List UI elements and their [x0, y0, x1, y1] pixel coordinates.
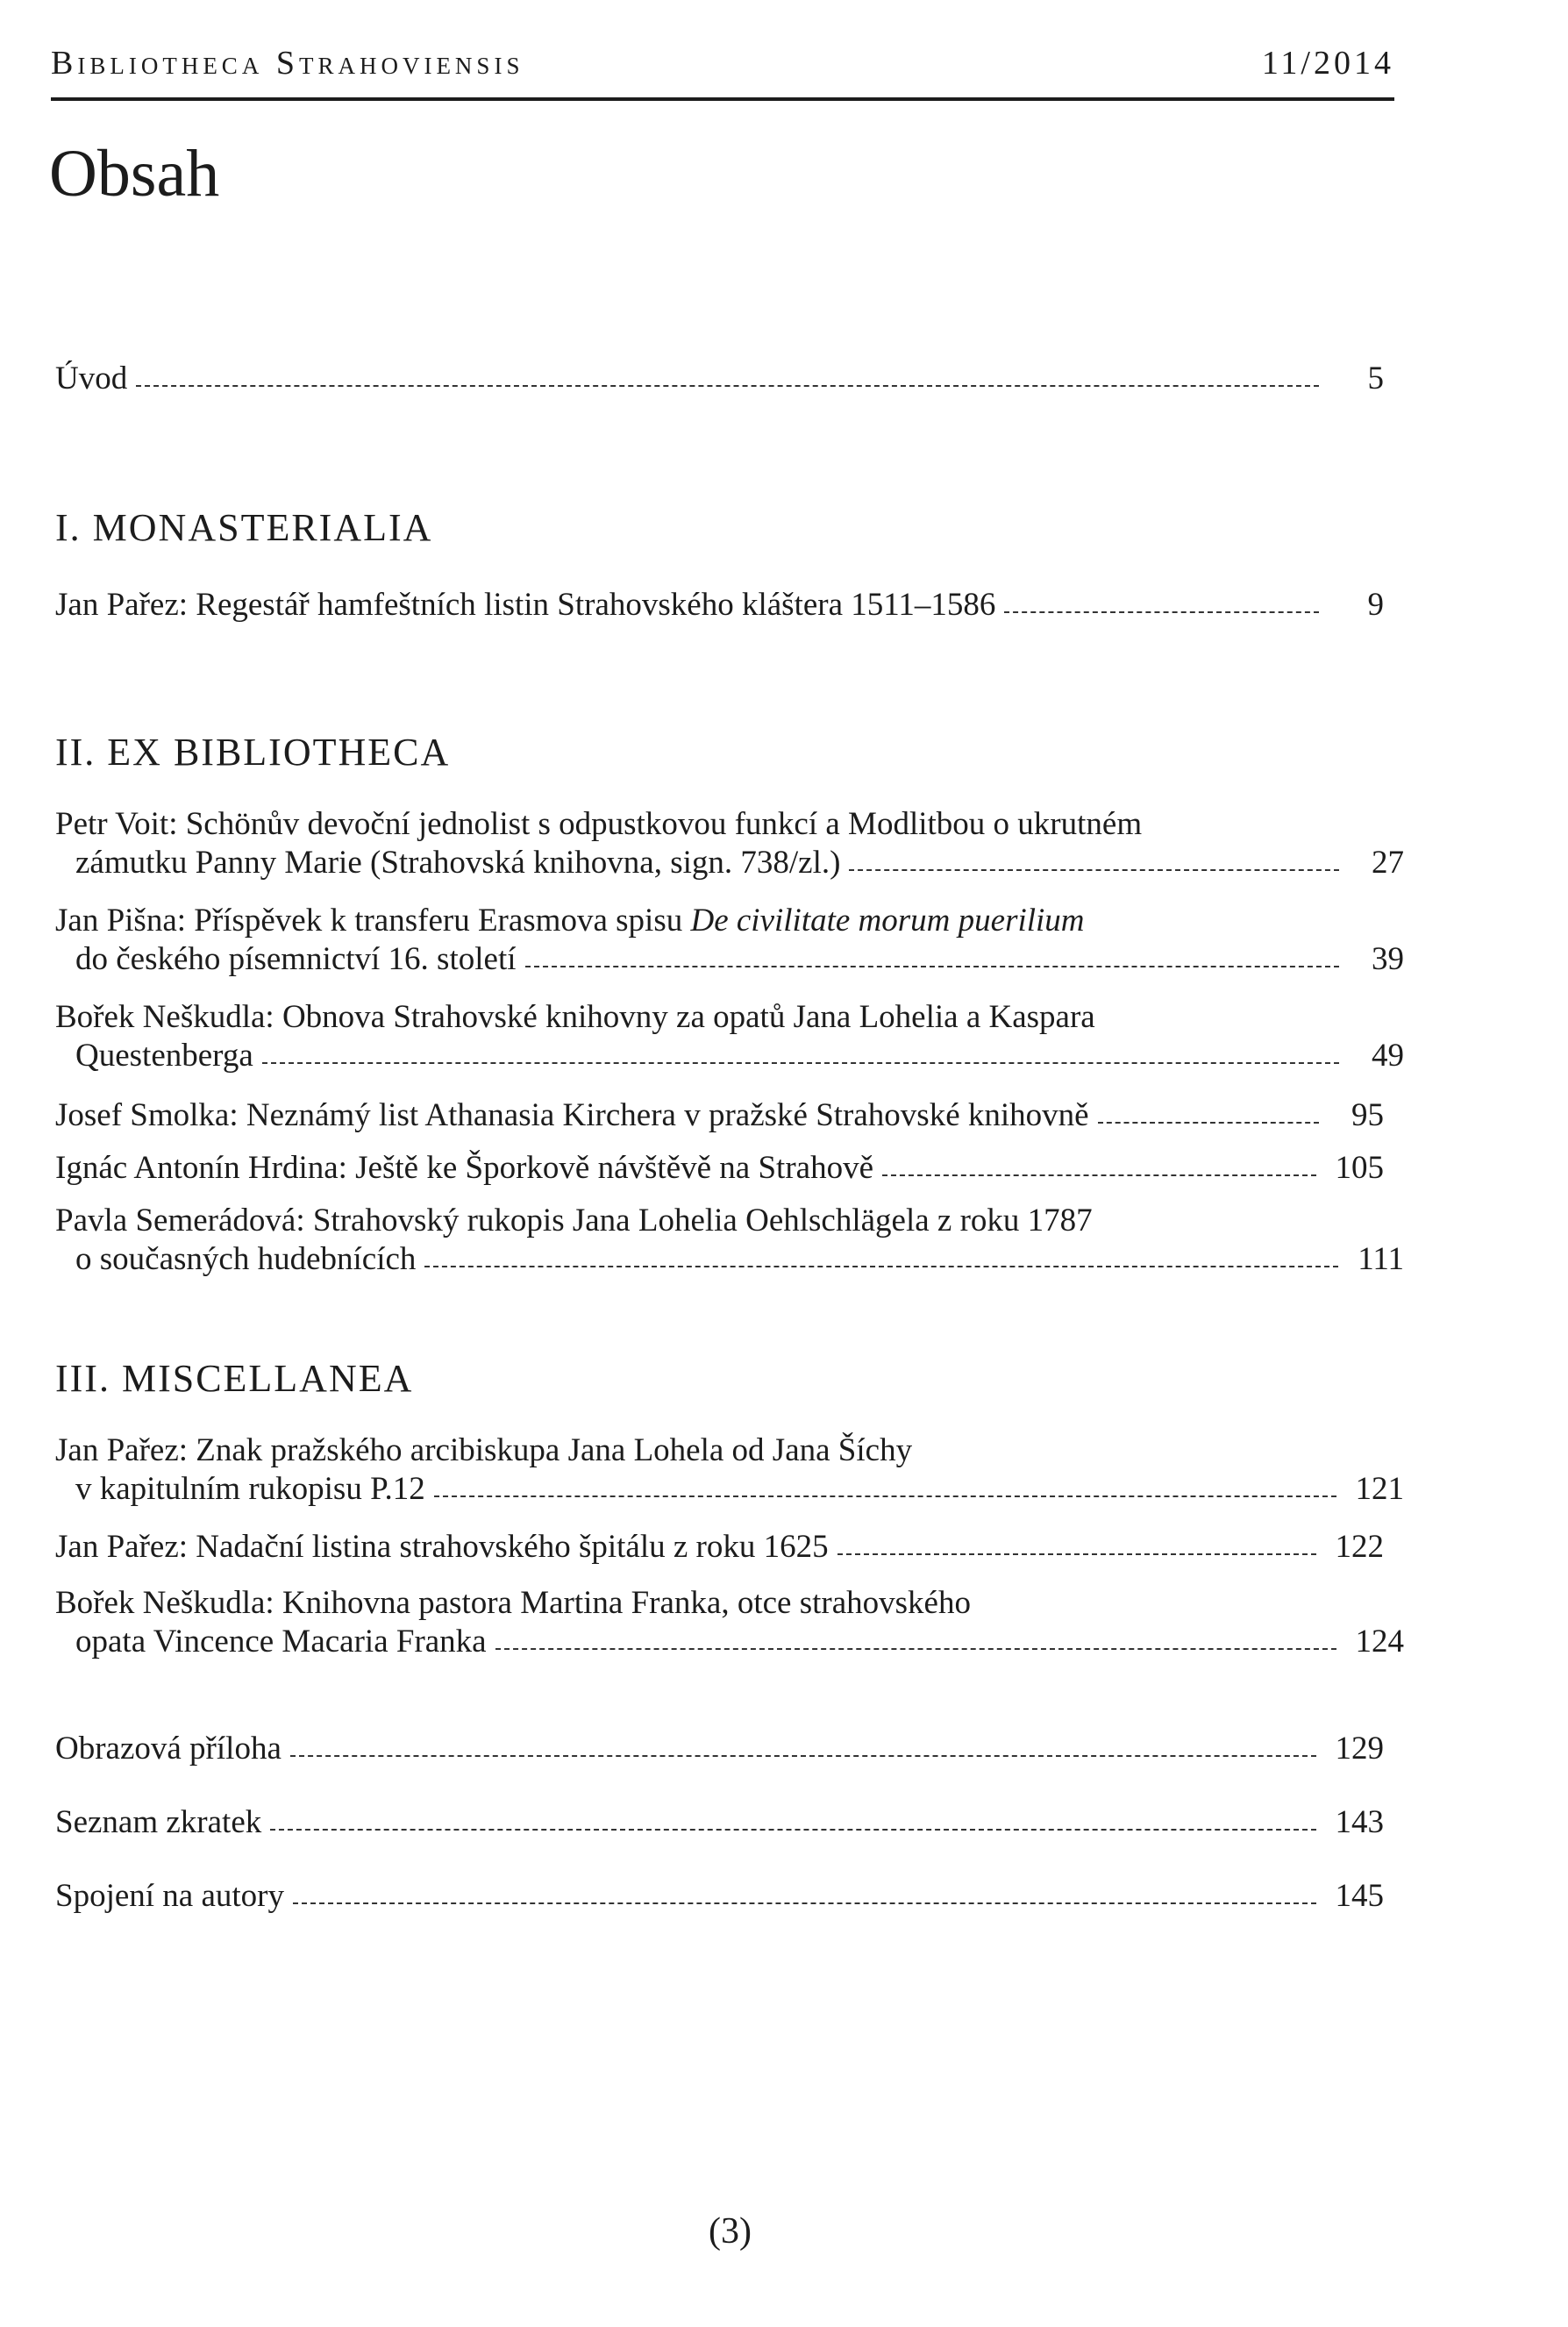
toc-entry[interactable] — [55, 586, 1384, 625]
toc-entry[interactable] — [55, 998, 1404, 1075]
dot-leader — [424, 1265, 1338, 1267]
entry-page-number: 143 — [1335, 1804, 1384, 1840]
toc-section-2 — [55, 805, 1404, 1279]
dot-leader — [1098, 1121, 1319, 1124]
toc-entry[interactable] — [55, 902, 1404, 979]
entry-title-line1: Pavla Semerádová: Strahovský rukopis Jana Lohelia Oehlschlägela z roku 1787 — [55, 1203, 1093, 1238]
dot-leader — [136, 384, 1319, 387]
entry-title: Jan Pařez: Nadační listina strahovského špitálu z roku 1625 — [55, 1529, 829, 1565]
dot-leader — [262, 1061, 1339, 1064]
entry-page-number: 121 — [1355, 1471, 1404, 1507]
toc-section-3 — [55, 1431, 1404, 1661]
section-heading-miscellanea: III. MISCELLANEA — [55, 1357, 414, 1400]
dot-leader — [525, 965, 1340, 967]
entry-title-line2: v kapitulním rukopisu P.12 — [75, 1471, 425, 1507]
dot-leader — [495, 1647, 1336, 1650]
entry-title: Obrazová příloha — [55, 1731, 282, 1767]
entry-title-line2: o současných hudebnících — [75, 1241, 417, 1277]
entry-title-line1: Jan Pařez: Znak pražského arcibiskupa Jana Lohela od Jana Šíchy — [55, 1432, 913, 1468]
dot-leader — [270, 1828, 1315, 1831]
issue-number: 11/2014 — [1261, 45, 1394, 82]
toc-entry[interactable] — [55, 1528, 1384, 1567]
toc-entry[interactable] — [55, 1730, 1384, 1768]
dot-leader — [882, 1174, 1316, 1176]
toc-appendix — [55, 1730, 1384, 1916]
toc-entry[interactable] — [55, 360, 1384, 398]
entry-page-number: 122 — [1335, 1529, 1384, 1565]
entry-title: Úvod — [55, 360, 128, 396]
entry-title-line2: do českého písemnictví 16. století — [75, 941, 517, 977]
dot-leader — [837, 1553, 1316, 1555]
entry-title: Josef Smolka: Neznámý list Athanasia Kirchera v pražské Strahovské knihovně — [55, 1097, 1089, 1133]
entry-page-number: 27 — [1372, 845, 1404, 881]
entry-title: Ignác Antonín Hrdina: Ještě ke Šporkově návštěvě na Strahově — [55, 1150, 873, 1186]
entry-title: Spojení na autory — [55, 1878, 285, 1914]
entry-title-italic: De civilitate morum puerilium — [690, 903, 1085, 939]
toc-entry[interactable] — [55, 1096, 1384, 1135]
entry-title: Seznam zkratek — [55, 1804, 262, 1840]
dot-leader — [1004, 610, 1319, 613]
entry-page-number: 9 — [1367, 587, 1384, 623]
entry-page-number: 5 — [1367, 360, 1384, 396]
entry-title-line2: Questenberga — [75, 1038, 253, 1074]
entry-title-prefix: Jan Pišna: Příspěvek k transferu Erasmova spisu — [55, 903, 691, 939]
header-rule — [51, 97, 1394, 101]
entry-title: Jan Pařez: Regestář hamfeštních listin Strahovského kláštera 1511–1586 — [55, 587, 996, 623]
dot-leader — [434, 1495, 1336, 1497]
entry-page-number: 145 — [1335, 1878, 1384, 1914]
section-heading-ex-bibliotheca: II. EX BIBLIOTHECA — [55, 731, 451, 774]
toc-intro — [55, 360, 1384, 398]
page-title: Obsah — [49, 137, 220, 211]
toc-section-1 — [55, 586, 1384, 625]
entry-title-line1 — [55, 902, 1085, 940]
toc-entry[interactable] — [55, 1149, 1384, 1188]
toc-entry[interactable] — [55, 805, 1404, 882]
section-heading-monasterialia: I. MONASTERIALIA — [55, 506, 433, 549]
dot-leader — [293, 1902, 1315, 1904]
entry-page-number: 129 — [1335, 1731, 1384, 1767]
entry-page-number: 124 — [1355, 1624, 1404, 1660]
toc-entry[interactable] — [55, 1877, 1384, 1916]
running-header — [51, 44, 1394, 96]
entry-title-line1: Bořek Neškudla: Knihovna pastora Martina Franka, otce strahovského — [55, 1585, 971, 1621]
entry-page-number: 39 — [1372, 941, 1404, 977]
entry-title-line1: Bořek Neškudla: Obnova Strahovské knihovny za opatů Jana Lohelia a Kaspara — [55, 999, 1095, 1035]
entry-page-number: 105 — [1335, 1150, 1384, 1186]
toc-entry[interactable] — [55, 1202, 1404, 1279]
dot-leader — [849, 868, 1339, 871]
toc-entry[interactable] — [55, 1803, 1384, 1842]
entry-title-line1: Petr Voit: Schönův devoční jednolist s odpustkovou funkcí a Modlitbou o ukrutném — [55, 806, 1143, 842]
entry-page-number: 111 — [1358, 1241, 1404, 1277]
entry-page-number: 95 — [1351, 1097, 1384, 1133]
toc-entry[interactable] — [55, 1584, 1404, 1661]
page-folio: (3) — [709, 2211, 752, 2252]
toc-entry[interactable] — [55, 1431, 1404, 1509]
journal-title: Bibliotheca Strahoviensis — [51, 45, 524, 82]
entry-title-line2: zámutku Panny Marie (Strahovská knihovna, sign. 738/zl.) — [75, 845, 841, 881]
dot-leader — [290, 1754, 1316, 1757]
entry-page-number: 49 — [1372, 1038, 1404, 1074]
entry-title-line2: opata Vincence Macaria Franka — [75, 1624, 487, 1660]
